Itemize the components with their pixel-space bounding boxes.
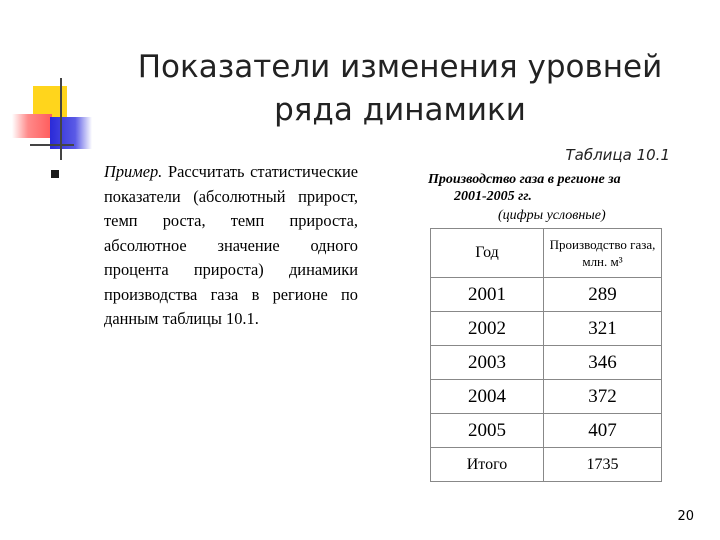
cell-year: 2005 <box>431 414 544 448</box>
cell-year: 2002 <box>431 312 544 346</box>
cell-value: 372 <box>544 380 662 414</box>
cell-value: 407 <box>544 414 662 448</box>
example-text: Рассчитать статистические показатели (абсолютный прирост, темп роста, темп прироста, абсолютное значение одного процента прироста) динамики производства газа в регионе по данным таблицы 10.1. <box>104 162 358 328</box>
table-row <box>431 346 662 380</box>
slide-title-line2: ряда динамики <box>274 92 526 128</box>
total-label: Итого <box>431 448 544 482</box>
cell-value: 346 <box>544 346 662 380</box>
slide-title-line1: Показатели изменения уровней <box>137 49 663 85</box>
table-row <box>431 312 662 346</box>
table-header-row <box>431 229 662 278</box>
data-table <box>430 228 662 482</box>
logo-red-bar <box>12 114 52 138</box>
table-row <box>431 278 662 312</box>
table-heading <box>420 171 660 205</box>
logo-vertical-line <box>60 78 62 160</box>
cell-value: 321 <box>544 312 662 346</box>
table-row <box>431 380 662 414</box>
total-value: 1735 <box>544 448 662 482</box>
cell-year: 2004 <box>431 380 544 414</box>
table-caption: Таблица 10.1 <box>565 146 670 164</box>
table-total-row <box>431 448 662 482</box>
page-number: 20 <box>677 509 694 524</box>
example-label: Пример. <box>104 162 163 181</box>
logo-horizontal-line <box>30 144 74 146</box>
cell-year: 2003 <box>431 346 544 380</box>
slide-title <box>100 46 700 132</box>
example-paragraph <box>104 160 358 332</box>
table-heading-line2: 2001-2005 гг. <box>454 189 532 204</box>
cell-value: 289 <box>544 278 662 312</box>
table-note: (цифры условные) <box>498 208 606 223</box>
bullet-icon <box>51 170 59 178</box>
cell-year: 2001 <box>431 278 544 312</box>
table-heading-line1: Производство газа в регионе за <box>428 172 621 187</box>
table-row <box>431 414 662 448</box>
header-year: Год <box>431 229 544 278</box>
header-production: Производство газа, млн. м³ <box>544 229 662 278</box>
